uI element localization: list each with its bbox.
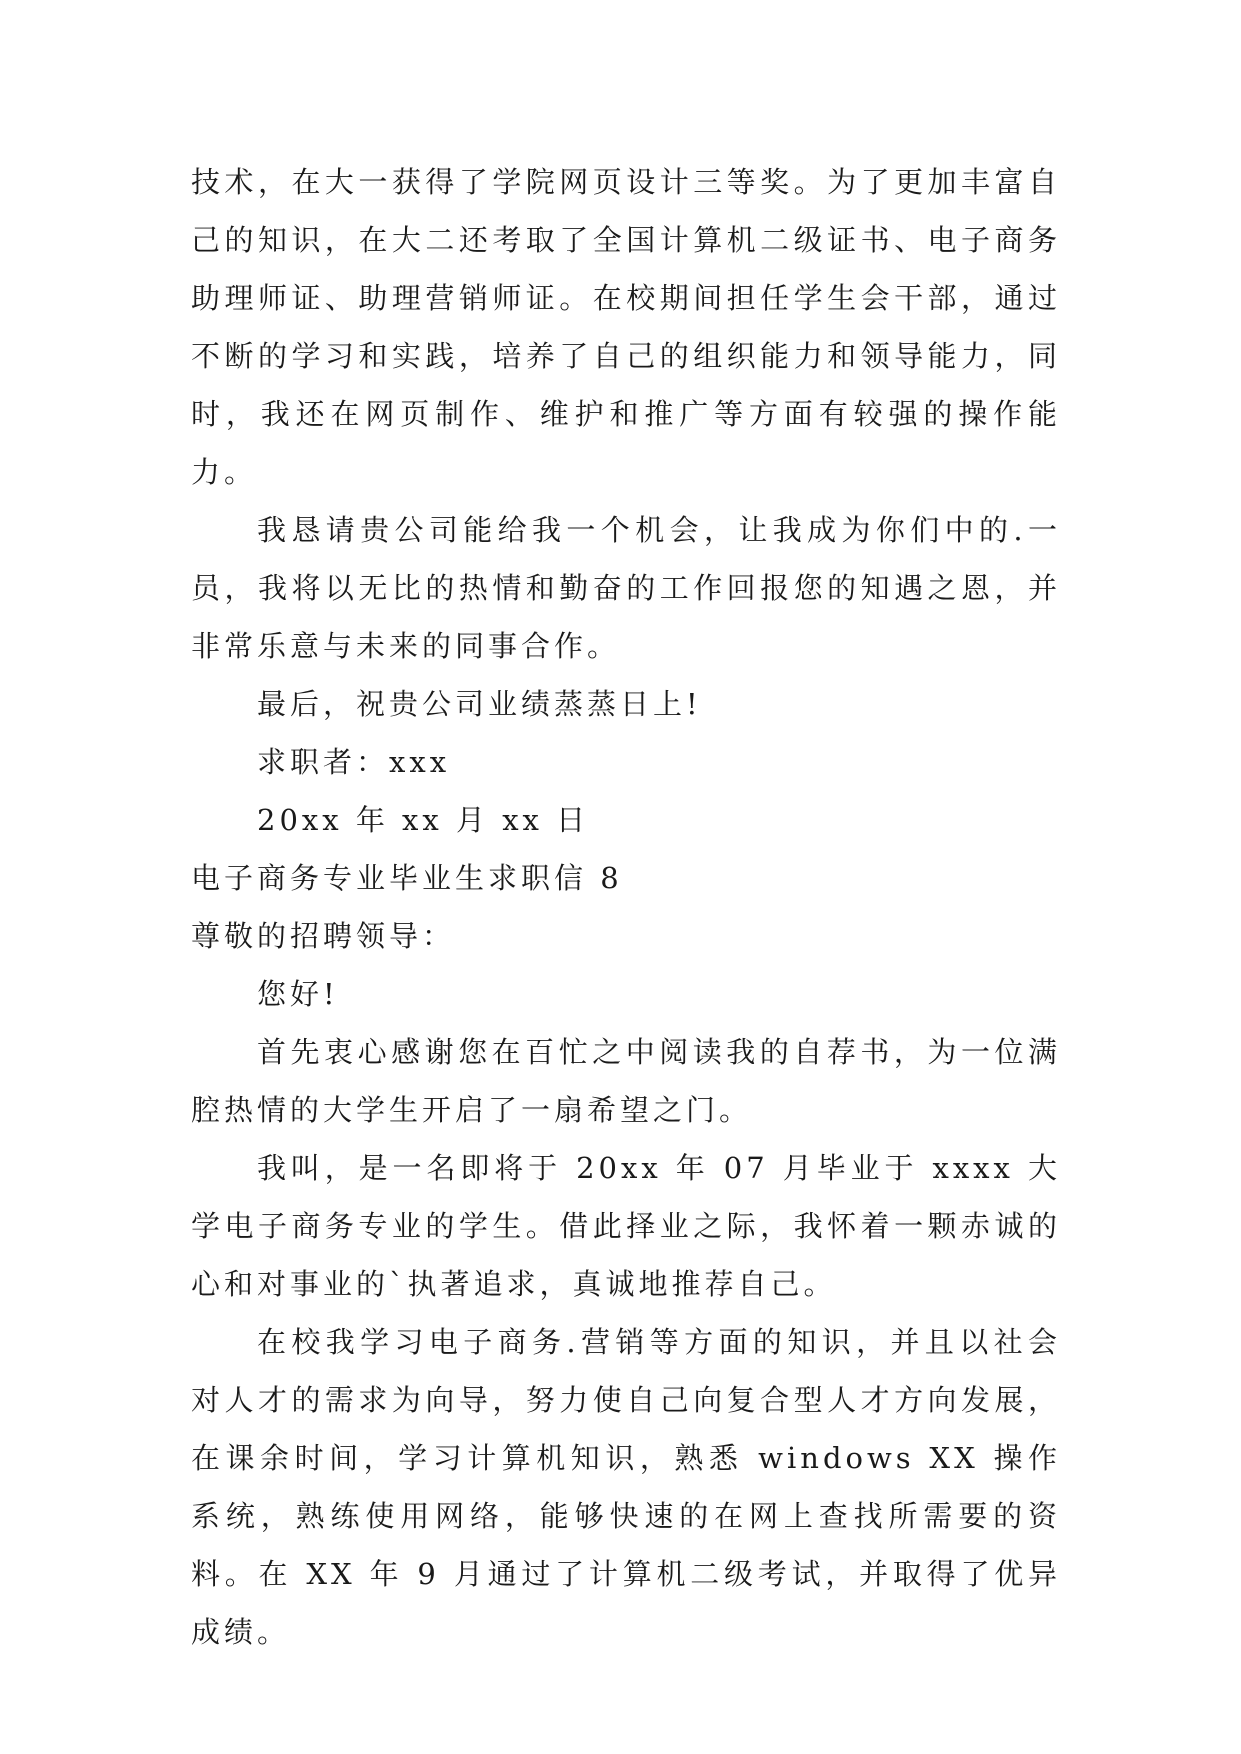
paragraph-introduction: 我叫，是一名即将于 20xx 年 07 月毕业于 xxxx 大学电子商务专业的学生。借此择业之际，我怀着一颗赤诚的心和对事业的`执著追求，真诚地推荐自己。 <box>191 1151 1061 1301</box>
paragraph-thanks: 首先衷心感谢您在百忙之中阅读我的自荐书，为一位满腔热情的大学生开启了一扇希望之门。 <box>191 1035 1061 1127</box>
document-body <box>191 153 1061 1661</box>
signature-date: 20xx 年 xx 月 xx 日 <box>257 803 590 837</box>
paragraph-skills: 技术，在大一获得了学院网页设计三等奖。为了更加丰富自己的知识，在大二还考取了全国计算机二级证书、电子商务助理师证、助理营销师证。在校期间担任学生会干部，通过不断的学习和实践，培养了自己的组织能力和领导能力，同时，我还在网页制作、维护和推广等方面有较强的操作能力。 <box>191 165 1061 489</box>
signature-applicant: 求职者：xxx <box>257 745 451 779</box>
salutation: 尊敬的招聘领导： <box>191 919 456 953</box>
greeting: 您好! <box>257 977 339 1011</box>
paragraph-studies: 在校我学习电子商务.营销等方面的知识，并且以社会对人才的需求为向导，努力使自己向复合型人才方向发展，在课余时间，学习计算机知识，熟悉 windows XX 操作系统，熟练使用网络，能够快速的在网上查找所需要的资料。在 XX 年 9 月通过了计算机二级考试，并取得了优异成绩。 <box>191 1325 1061 1649</box>
paragraph-closing: 最后，祝贵公司业绩蒸蒸日上! <box>257 687 702 721</box>
paragraph-request: 我恳请贵公司能给我一个机会，让我成为你们中的.一员，我将以无比的热情和勤奋的工作回报您的知遇之恩，并非常乐意与未来的同事合作。 <box>191 513 1061 663</box>
letter-heading: 电子商务专业毕业生求职信 8 <box>191 861 623 895</box>
